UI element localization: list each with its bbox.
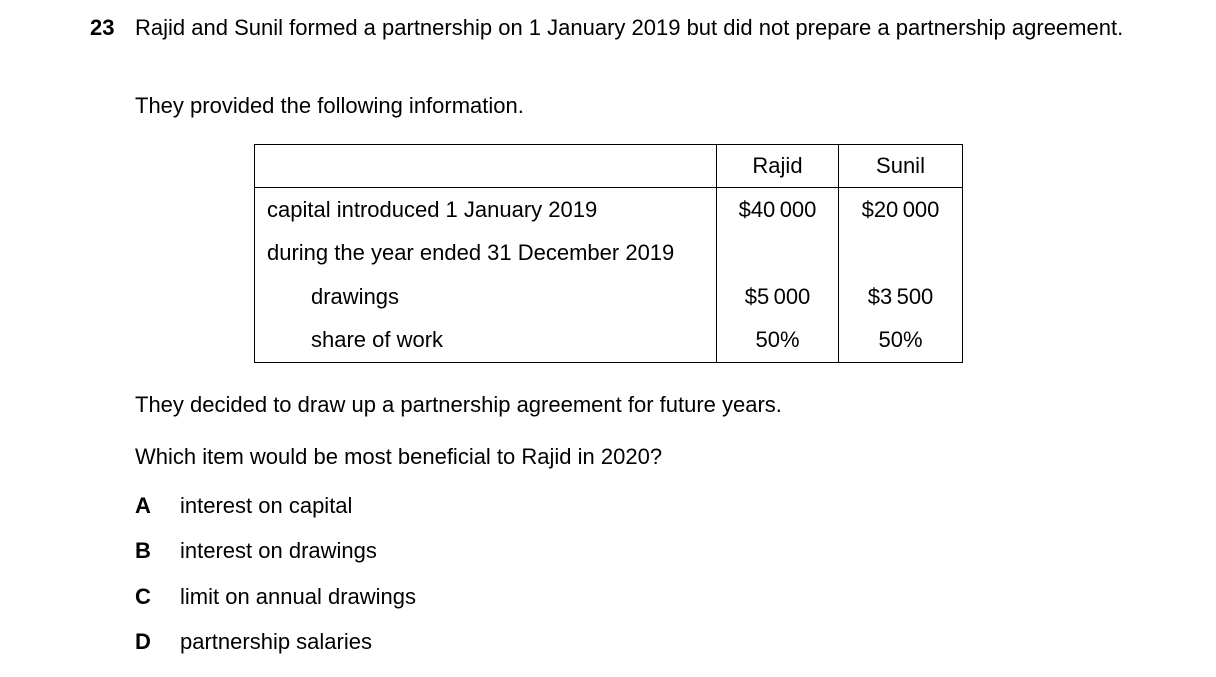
option-text: interest on drawings	[180, 538, 377, 563]
option-b[interactable]	[135, 537, 377, 564]
header-blank	[255, 145, 717, 188]
rajid-value: $5 000	[717, 275, 839, 318]
question-prompt: Which item would be most beneficial to Rajid in 2020?	[135, 444, 663, 469]
table-row	[255, 188, 963, 232]
option-d[interactable]	[135, 628, 372, 655]
table-row	[255, 232, 963, 275]
option-letter: D	[135, 629, 151, 654]
after-table-text: They decided to draw up a partnership agreement for future years.	[135, 392, 782, 417]
question-stem: Rajid and Sunil formed a partnership on 1 January 2019 but did not prepare a partnership agreement.	[135, 15, 1124, 40]
sunil-value	[839, 232, 963, 275]
rajid-value: $40 000	[717, 188, 839, 232]
intro-text: They provided the following information.	[135, 93, 524, 118]
option-c[interactable]	[135, 583, 416, 610]
option-letter: A	[135, 493, 151, 518]
sunil-value: $3 500	[839, 275, 963, 318]
option-a[interactable]	[135, 492, 352, 519]
option-text: partnership salaries	[180, 629, 372, 654]
row-label: during the year ended 31 December 2019	[255, 232, 717, 275]
row-label: drawings	[255, 275, 717, 318]
table-header-row	[255, 145, 963, 188]
information-table	[254, 144, 963, 363]
option-text: limit on annual drawings	[180, 584, 417, 609]
row-label: capital introduced 1 January 2019	[255, 188, 717, 232]
option-letter: C	[135, 584, 151, 609]
option-letter: B	[135, 538, 151, 563]
header-rajid: Rajid	[717, 145, 839, 188]
sunil-value: $20 000	[839, 188, 963, 232]
rajid-value: 50%	[717, 319, 839, 363]
question-number: 23	[90, 15, 115, 40]
table-row	[255, 319, 963, 363]
row-label: share of work	[255, 319, 717, 363]
header-sunil: Sunil	[839, 145, 963, 188]
table-row	[255, 275, 963, 318]
option-text: interest on capital	[180, 493, 353, 518]
rajid-value	[717, 232, 839, 275]
sunil-value: 50%	[839, 319, 963, 363]
